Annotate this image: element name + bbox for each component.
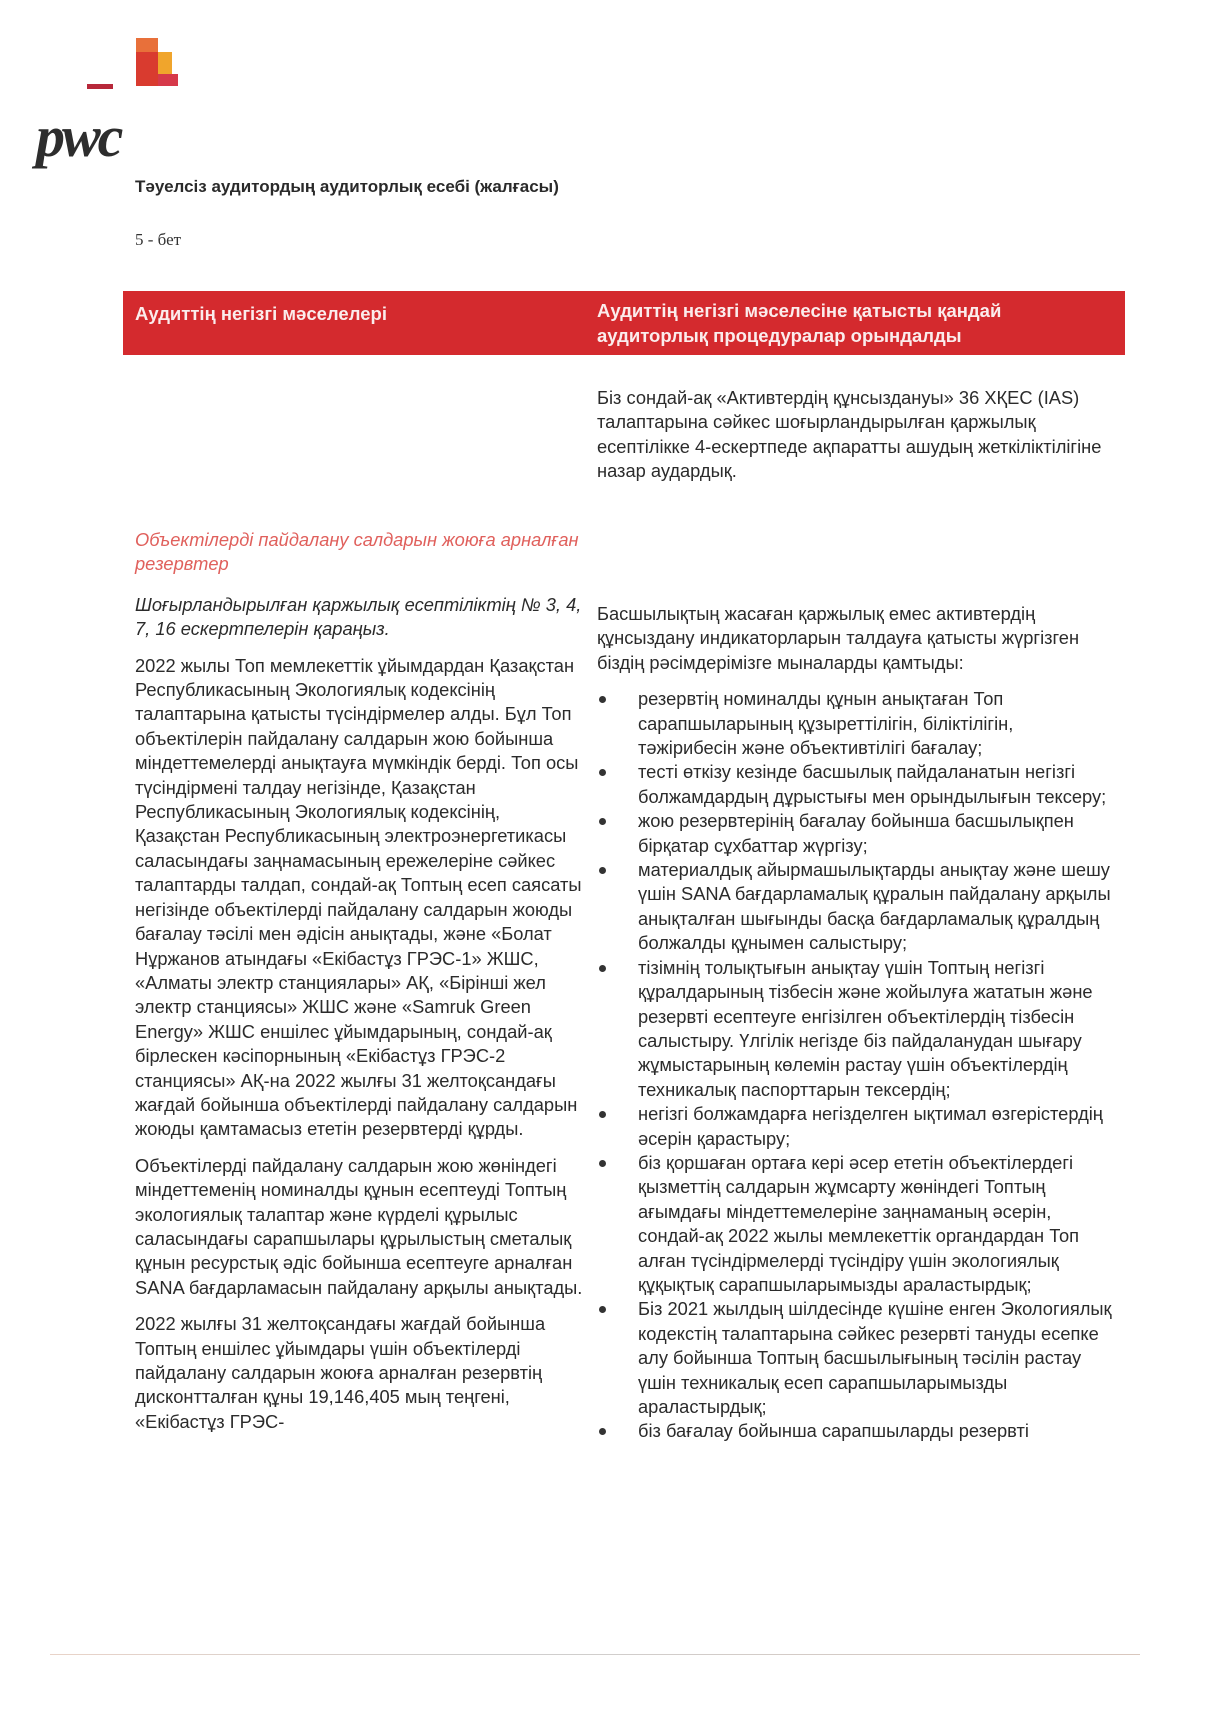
page-number: 5 - бет <box>135 230 182 249</box>
bullet-icon <box>599 818 606 825</box>
table-header-band <box>123 291 1125 355</box>
list-item: тізімнің толықтығын анықтау үшін Топтың негізгі құралдарының тізбесін және жойылуға жататын және резервті есептеуге енгізілген объектілердің тізбесін салыстыру. Үлгілік негізде біз пайдаланудан шығару жұмыстарының көлемін растау үшін объектілердің техникалық паспорттарын тексердің; <box>597 956 1117 1102</box>
list-item: резервтің номиналды құнын анықтаған Топ сарапшыларының құзыреттілігін, біліктілігін, тәжірибесін және объективтілігі бағалау; <box>597 687 1117 760</box>
bullet-icon <box>599 1160 606 1167</box>
list-item: Біз 2021 жылдың шілдесінде күшіне енген Экологиялық кодекстің талаптарына сәйкес резервті тануды есепке алу бойынша Топтың басшылығының тәсілін растау үшін техникалық есеп сарапшыларымызды араластырдық; <box>597 1297 1117 1419</box>
list-item: тесті өткізу кезінде басшылық пайдаланатын негізгі болжамдардың дұрыстығы мен орындылығын тексеру; <box>597 760 1117 809</box>
list-item: жою резервтерінің бағалау бойынша басшылықпен бірқатар сұхбаттар жүргізу; <box>597 809 1117 858</box>
logo-block-red <box>136 52 158 86</box>
document-title: Тәуелсіз аудитордың аудиторлық есебі (жалғасы) <box>135 177 559 196</box>
left-paragraph-1: 2022 жылы Топ мемлекеттік ұйымдардан Қазақстан Республикасының Экологиялық кодексінің талаптарына қатысты түсіндірмелер алды. Бұл Топ объектілерін пайдалану салдарын жою бойынша міндеттемелерді анықтауға мүмкіндік берді. Топ осы түсіндірмені талдау негізінде, Қазақстан Республикасының Экологиялық кодексінің, Қазақстан Республикасының электроэнергетикасы саласындағы заңнамасының ережелеріне сәйкес талаптарды талдап, сондай-ақ Топтың есеп саясаты негізінде объектілерді пайдалану салдарын жоюды бағалау тәсілі мен әдісін анықтады, және «Болат Нұржанов атындағы «Екібастұз ГРЭС-1» ЖШС, «Алматы электр станциялары» АҚ, «Бірінші жел электр станциясы» ЖШС және «Samruk Green Energy» ЖШС еншілес ұйымдарының, сондай-ақ бірлескен кәсіпорнының «Екібастұз ГРЭС-2 станциясы» АҚ-на 2022 жылғы 31 желтоқсандағы жағдай бойынша объектілерді пайдалану салдарын жоюды қамтамасыз ететін резервтерді құрды. <box>135 654 582 1140</box>
logo-wordmark: pwc <box>36 104 121 169</box>
bullet-icon <box>599 867 606 874</box>
bullet-icon <box>599 1428 606 1435</box>
procedures-list <box>597 687 1117 1444</box>
bullet-icon <box>599 696 606 703</box>
list-item: біз қоршаған ортаға кері әсер ететін объектілердегі қызметтің салдарын жұмсарту жөніндегі Топтың ағымдағы міндеттемелеріне заңнаманың әсерін, сондай-ақ 2022 жылы мемлекеттік органдардан Топ алған түсіндірмелерді түсіндіру үшін экологиялық құқықтық сарапшыларымызды араластырдық; <box>597 1151 1117 1297</box>
right-intro-paragraph <box>597 386 1117 484</box>
column-header-procedures: Аудиттің негізгі мәселесіне қатысты қандай аудиторлық процедуралар орындалды <box>597 300 1002 346</box>
bullet-icon <box>599 769 606 776</box>
logo-block-yellow <box>158 52 172 76</box>
intro-text: Біз сондай-ақ «Активтердің құнсыздануы» 36 ХҚЕС (IAS) талаптарына сәйкес шоғырландырылған қаржылық есептілікке 4-ескертпеде ақпаратты ашудың жеткіліктілігіне назар аудардық. <box>597 387 1102 482</box>
left-column <box>135 528 585 1434</box>
column-header-key-matters: Аудиттің негізгі мәселелері <box>135 303 387 324</box>
notes-reference: Шоғырландырылған қаржылық есептіліктің № 3, 4, 7, 16 ескертпелерін қараңыз. <box>135 593 582 640</box>
logo-block-rose <box>158 74 178 86</box>
list-item: біз бағалау бойынша сарапшыларды резервті <box>597 1419 1117 1443</box>
logo-underline <box>87 84 113 89</box>
list-item: материалдық айырмашылықтарды анықтау және шешу үшін SANA бағдарламалық құралын пайдалану арқылы анықталған шығынды басқа бағдарламалық құралдың болжалды құнымен салыстыру; <box>597 858 1117 956</box>
footer-divider <box>50 1654 1140 1655</box>
list-item: негізгі болжамдарға негізделген ықтимал өзгерістердің әсерін қарастыру; <box>597 1102 1117 1151</box>
left-paragraph-3: 2022 жылғы 31 желтоқсандағы жағдай бойынша Топтың еншілес ұйымдары үшін объектілерді пайдалану салдарын жоюға арналған резервтің дисконтталған құны 19,146,405 мың теңгені, «Екібастұз ГРЭС- <box>135 1313 546 1432</box>
bullet-icon <box>599 965 606 972</box>
left-paragraph-2: Объектілерді пайдалану салдарын жою жөніндегі міндеттеменің номиналды құнын есептеуді Топтың экологиялық талаптар және күрделі құрылыс саласындағы сарапшылары құрылыстың сметалық құнын ресурстық әдіс бойынша есептеуге арналған SANA бағдарламасын пайдалану арқылы анықтады. <box>135 1154 583 1298</box>
procedures-lead: Басшылықтың жасаған қаржылық емес активтердің құнсыздану индикаторларын талдауға қатысты жүргізген біздің рәсімдерімізге мыналарды қамтыды: <box>597 603 1080 673</box>
pwc-logo <box>36 38 196 169</box>
right-column <box>597 602 1117 1444</box>
section-title: Объектілерді пайдалану салдарын жоюға арналған резервтер <box>135 529 579 575</box>
bullet-icon <box>599 1306 606 1313</box>
bullet-icon <box>599 1111 606 1118</box>
